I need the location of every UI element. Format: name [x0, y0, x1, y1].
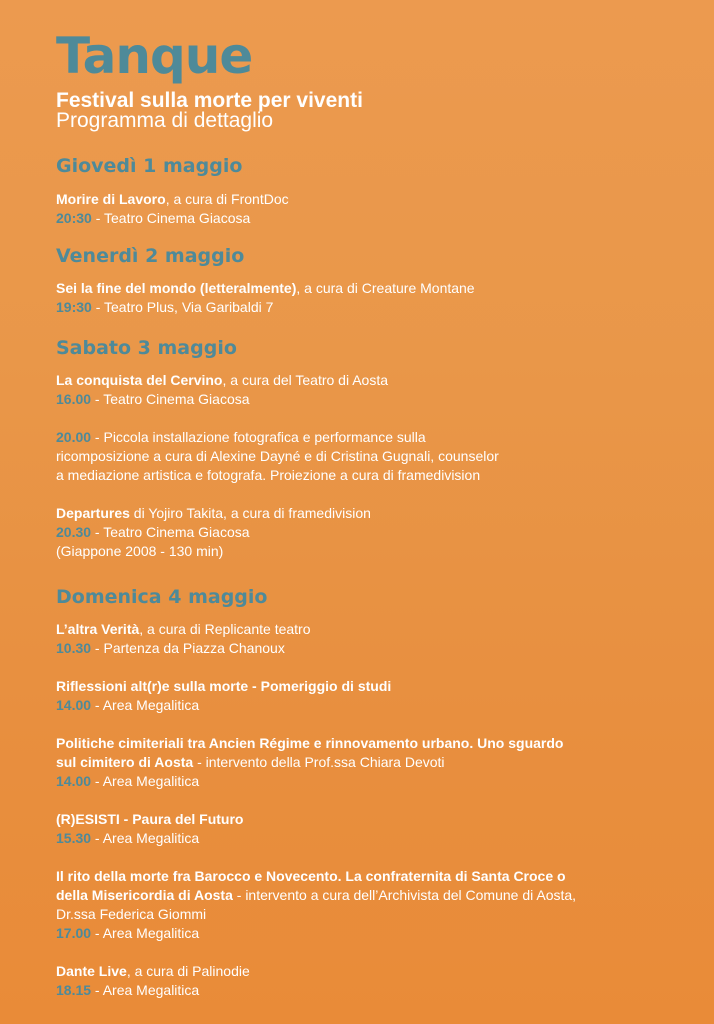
brand-logo: Tanque: [56, 27, 253, 85]
event-venue: - Partenza da Piazza Chanoux: [91, 640, 285, 656]
day-heading: Domenica 4 maggio: [56, 586, 268, 608]
event-curator: - intervento a cura dell’Archivista del Comune di Aosta,: [232, 887, 577, 903]
event-time: 15.30: [56, 830, 92, 846]
event-title: L’altra Verità: [56, 621, 140, 637]
event-venue: - Area Megalitica: [91, 697, 200, 713]
event-title: (R)ESISTI - Paura del Futuro: [56, 811, 244, 827]
event-venue: - Area Megalitica: [91, 925, 200, 941]
event-curator: - intervento della Prof.ssa Chiara Devoti: [193, 754, 445, 770]
event-item: [56, 962, 686, 1000]
festival-title: Festival sulla morte per viventi: [56, 89, 363, 112]
event-title: Dante Live: [56, 963, 127, 979]
event-title: Riflessioni alt(r)e sulla morte - Pomeriggio di studi: [56, 678, 392, 694]
event-description: a mediazione artistica e fotografa. Proiezione a cura di framedivision: [56, 467, 481, 483]
event-curator: Dr.ssa Federica Giommi: [56, 906, 207, 922]
event-time: 20.30: [56, 524, 92, 540]
event-curator: , a cura di FrontDoc: [165, 191, 289, 207]
event-time: 10.30: [56, 640, 92, 656]
event-title: Il rito della morte fra Barocco e Novecento. La confraternita di Santa Croce o: [56, 868, 566, 884]
day-heading: Venerdì 2 maggio: [56, 245, 245, 267]
event-item: [56, 190, 686, 228]
header: [56, 26, 686, 131]
day-heading: Sabato 3 maggio: [56, 337, 237, 359]
event-curator: , a cura del Teatro di Aosta: [222, 372, 388, 388]
event-venue: - Teatro Plus, Via Garibaldi 7: [91, 299, 274, 315]
day-heading: Giovedì 1 maggio: [56, 155, 243, 177]
event-title: La conquista del Cervino: [56, 372, 223, 388]
event-curator: , a cura di Creature Montane: [296, 280, 475, 296]
event-time: 17.00: [56, 925, 92, 941]
event-time: 14.00: [56, 697, 92, 713]
event-item: [56, 620, 686, 658]
event-venue: - Teatro Cinema Giacosa: [91, 524, 250, 540]
event-title: Politiche cimiteriali tra Ancien Régime e rinnovamento urbano. Uno sguardo: [56, 735, 564, 751]
event-time: 18.15: [56, 982, 92, 998]
event-item: [56, 504, 686, 561]
day-section-2: [56, 245, 686, 267]
event-time: 20:30: [56, 210, 92, 226]
event-item: [56, 428, 686, 485]
program-subtitle: Programma di dettaglio: [56, 109, 274, 132]
event-item: [56, 677, 686, 715]
day-section-3: [56, 337, 686, 359]
event-venue: - Area Megalitica: [91, 773, 200, 789]
day-section-1: [56, 155, 686, 177]
event-title: Morire di Lavoro: [56, 191, 166, 207]
event-item: [56, 371, 686, 409]
event-note: (Giappone 2008 - 130 min): [56, 543, 224, 559]
event-venue: - Teatro Cinema Giacosa: [91, 210, 251, 226]
event-time: 20.00: [56, 429, 92, 445]
day-section-4: [56, 586, 686, 608]
event-title: Sei la fine del mondo (letteralmente): [56, 280, 297, 296]
event-description: ricomposizione a cura di Alexine Dayné e di Cristina Gugnali, counselor: [56, 448, 499, 464]
event-venue: - Teatro Cinema Giacosa: [91, 391, 250, 407]
event-time: 14.00: [56, 773, 92, 789]
event-curator: , a cura di Palinodie: [126, 963, 250, 979]
event-curator: di Yojiro Takita, a cura di framedivision: [129, 505, 371, 521]
event-title: sul cimitero di Aosta: [56, 754, 194, 770]
event-title: Departures: [56, 505, 130, 521]
event-venue: - Area Megalitica: [91, 830, 200, 846]
event-item: [56, 279, 686, 317]
event-item: [56, 867, 686, 943]
event-item: [56, 810, 686, 848]
event-venue: - Area Megalitica: [91, 982, 200, 998]
event-time: 19:30: [56, 299, 92, 315]
event-item: [56, 734, 686, 791]
event-title: della Misericordia di Aosta: [56, 887, 233, 903]
event-time: 16.00: [56, 391, 92, 407]
event-description: - Piccola installazione fotografica e performance sulla: [91, 429, 426, 445]
event-curator: , a cura di Replicante teatro: [139, 621, 311, 637]
